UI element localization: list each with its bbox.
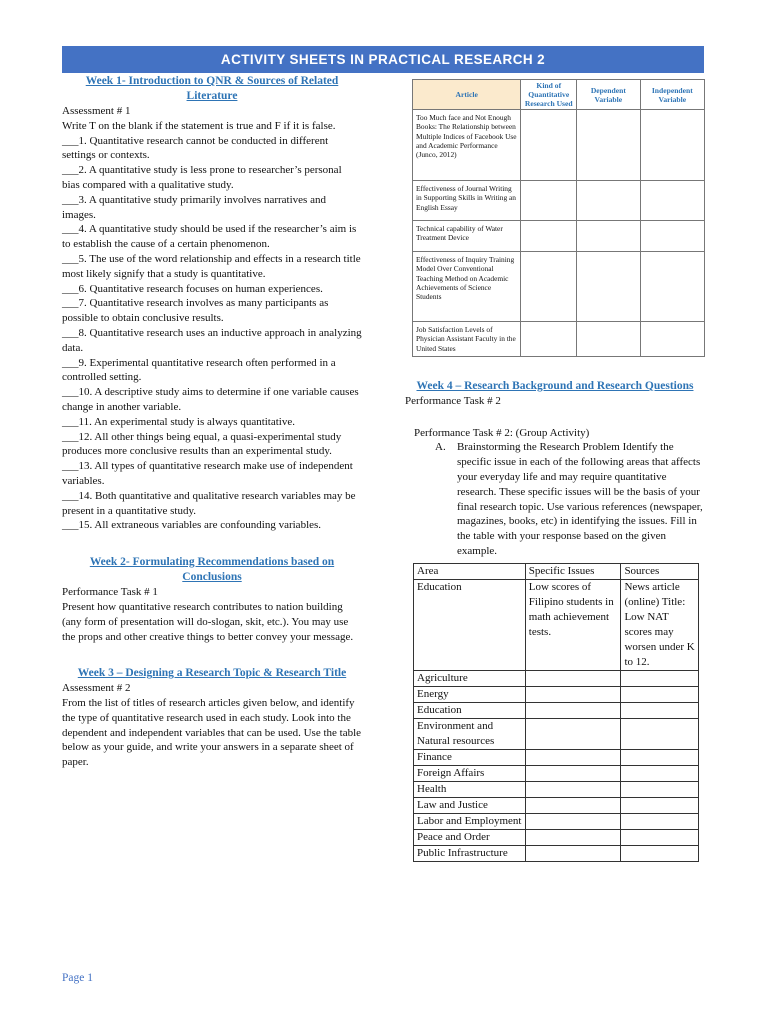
articles-header-independent: Independent Variable bbox=[640, 80, 704, 110]
true-false-item: ___10. A descriptive study aims to determine if one variable causes change in another variable. bbox=[62, 386, 359, 413]
articles-header-dependent: Dependent Variable bbox=[577, 80, 641, 110]
true-false-item: ___1. Quantitative research cannot be conducted in different settings or contexts. bbox=[62, 134, 329, 162]
week3-body: From the list of titles of research articles given below, and identify the type of quantitative research used in each study. Look into the dependent and independent variables that can be used. Use the table below as your guide, and write your answers in a separate sheet of paper. bbox=[62, 697, 362, 769]
article-title: Effectiveness of Journal Writing in Supporting Skills in Writing an English Essay bbox=[413, 181, 521, 221]
true-false-item: ___8. Quantitative research uses an inductive approach in analyzing data. bbox=[62, 326, 362, 354]
article-title: Job Satisfaction Levels of Physician Assistant Faculty in the United States bbox=[413, 322, 521, 357]
article-title: Effectiveness of Inquiry Training Model Over Conventional Teaching Method on Academic Achievements of Science Students bbox=[413, 252, 521, 322]
area-cell: Environment and Natural resources bbox=[414, 718, 526, 749]
example-area: Education bbox=[414, 579, 526, 670]
week1-assessment: Assessment # 1 bbox=[62, 105, 131, 117]
table-row bbox=[414, 579, 699, 670]
table-row bbox=[414, 749, 699, 765]
week4-title: Week 4 – Research Background and Research Questions bbox=[416, 379, 694, 392]
table-row bbox=[413, 252, 705, 322]
true-false-item: ___14. Both quantitative and qualitative research variables may be present in a quantitative study. bbox=[62, 489, 356, 517]
week1-items bbox=[62, 134, 362, 534]
true-false-item: ___6. Quantitative research focuses on human experiences. bbox=[62, 282, 323, 295]
true-false-item: ___9. Experimental quantitative research often performed in a controlled setting. bbox=[62, 356, 336, 384]
true-false-item: ___7. Quantitative research involves as many participants as possible to obtain conclusive results. bbox=[62, 297, 329, 325]
table-row bbox=[413, 221, 705, 252]
table-row bbox=[414, 686, 699, 702]
example-issue: Low scores of Filipino students in math achievement tests. bbox=[525, 579, 621, 670]
articles-header-kind: Kind of Quantitative Research Used bbox=[521, 80, 577, 110]
table-row bbox=[414, 718, 699, 749]
week2-body: Present how quantitative research contributes to nation building (any form of presentation will do-slogan, skit, etc.). You may use the props and other creative things to better convey your message. bbox=[62, 600, 354, 643]
week4-task: Performance Task # 2 bbox=[405, 394, 501, 407]
area-cell: Public Infrastructure bbox=[414, 845, 526, 861]
table-row bbox=[414, 670, 699, 686]
area-cell: Education bbox=[414, 702, 526, 718]
area-cell: Health bbox=[414, 781, 526, 797]
week3-assessment: Assessment # 2 bbox=[62, 682, 131, 695]
example-source: News article (online) Title: Low NAT scores may worsen under K to 12. bbox=[621, 579, 699, 670]
area-cell: Finance bbox=[414, 749, 526, 765]
table-row bbox=[413, 110, 705, 181]
table-row bbox=[414, 797, 699, 813]
week2-title: Week 2- Formulating Recommendations based on Conclusions bbox=[89, 556, 335, 584]
table-row bbox=[414, 781, 699, 797]
item-label: A. bbox=[435, 441, 446, 454]
true-false-item: ___15. All extraneous variables are confounding variables. bbox=[62, 519, 322, 532]
true-false-item: ___11. An experimental study is always quantitative. bbox=[62, 415, 295, 428]
area-cell: Energy bbox=[414, 686, 526, 702]
table-row bbox=[413, 181, 705, 221]
week1-instruction: Write T on the blank if the statement is true and F if it is false. bbox=[62, 119, 336, 132]
articles-table bbox=[412, 79, 705, 357]
table-row bbox=[413, 322, 705, 357]
week3-title: Week 3 – Designing a Research Topic & Research Title bbox=[77, 667, 347, 680]
article-title: Technical capability of Water Treatment Device bbox=[413, 221, 521, 252]
area-cell: Law and Justice bbox=[414, 797, 526, 813]
right-column bbox=[405, 74, 705, 862]
item-text: Brainstorming the Research Problem Identify the specific issue in each of the following areas that affects your everyday life and may require quantitative research. These specific issues will be the basis of your final research topic. Use various references (newspaper, magazines, books, etc) in identifying the issues. Fill in the table with your response based on the given example. bbox=[457, 441, 703, 558]
table-row bbox=[414, 765, 699, 781]
area-cell: Peace and Order bbox=[414, 829, 526, 845]
true-false-item: ___12. All other things being equal, a quasi-experimental study produces more conclusive results than an experimental study. bbox=[62, 430, 342, 458]
true-false-item: ___3. A quantitative study primarily involves narratives and images. bbox=[62, 193, 326, 221]
area-cell: Agriculture bbox=[414, 670, 526, 686]
areas-table bbox=[413, 563, 699, 862]
true-false-item: ___4. A quantitative study should be used if the researcher’s aim is to establish the cause of a certain phenomenon. bbox=[62, 223, 357, 251]
true-false-item: ___2. A quantitative study is less prone to researcher’s personal bias compared with a qualitative study. bbox=[62, 164, 342, 191]
areas-header-area: Area bbox=[414, 563, 526, 579]
week4-task-full: Performance Task # 2: (Group Activity) bbox=[414, 426, 590, 439]
true-false-item: ___5. The use of the word relationship and effects in a research title most likely signify that a study is quantitative. bbox=[62, 252, 361, 280]
area-cell: Foreign Affairs bbox=[414, 765, 526, 781]
week4-item-a bbox=[435, 440, 705, 558]
article-title: Too Much face and Not Enough Books: The Relationship between Multiple Indices of Facebook Use and Academic Performance (Junco, 2012) bbox=[413, 110, 521, 181]
table-row bbox=[414, 845, 699, 861]
table-row bbox=[414, 702, 699, 718]
document-title-banner bbox=[62, 46, 704, 73]
table-row bbox=[414, 813, 699, 829]
areas-header-issues: Specific Issues bbox=[525, 563, 621, 579]
week2-task: Performance Task # 1 bbox=[62, 586, 158, 599]
left-column bbox=[62, 74, 362, 770]
true-false-item: ___13. All types of quantitative research make use of independent variables. bbox=[62, 460, 353, 487]
week1-title: Week 1- Introduction to QNR & Sources of Related Literature bbox=[85, 75, 339, 102]
areas-header-sources: Sources bbox=[621, 563, 699, 579]
document-title: ACTIVITY SHEETS IN PRACTICAL RESEARCH 2 bbox=[220, 52, 546, 67]
area-cell: Labor and Employment bbox=[414, 813, 526, 829]
articles-header-article: Article bbox=[413, 80, 521, 110]
page-number: Page 1 bbox=[62, 972, 93, 984]
table-row bbox=[414, 829, 699, 845]
